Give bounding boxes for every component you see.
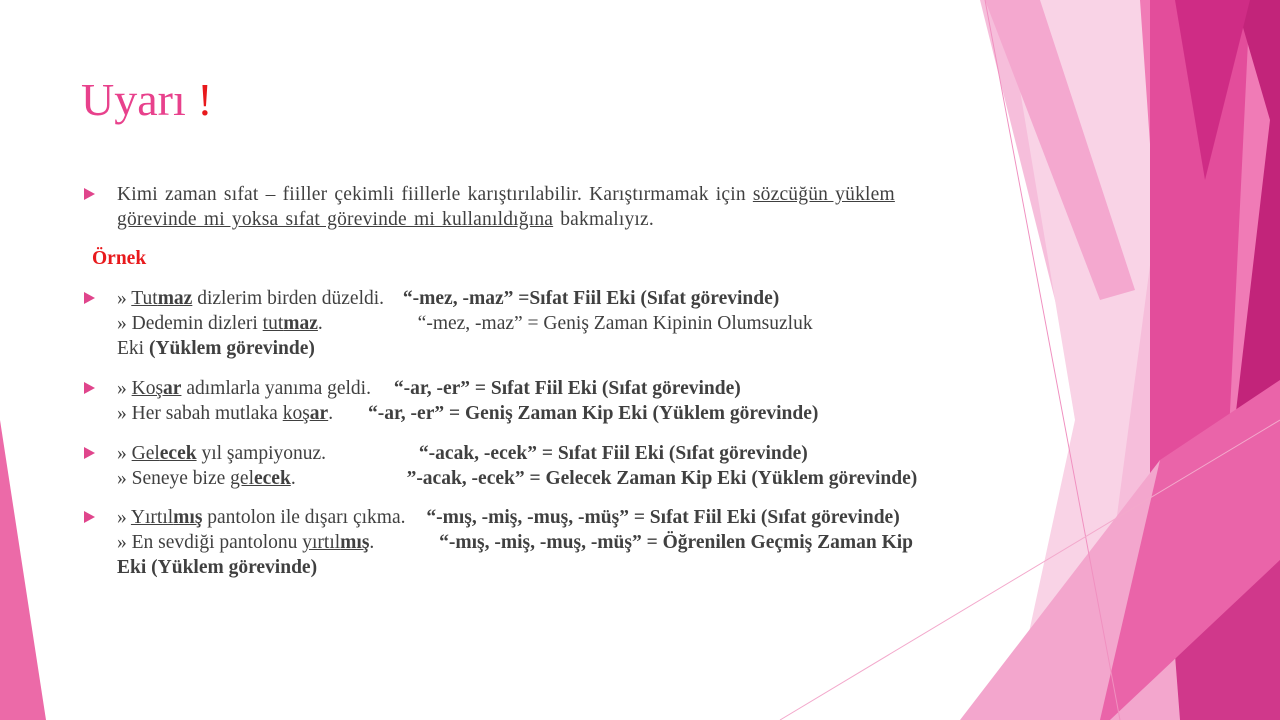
bullet-arrow-icon — [84, 382, 95, 394]
sentence-end: . — [290, 468, 296, 489]
rule-text: “-ar, -er” = Sıfat Fiil Eki (Sıfat görevinde) — [393, 378, 741, 399]
intro-line1-underlined: sözcüğün yüklem — [752, 184, 895, 205]
intro-line1-text: Kimi zaman sıfat – fiiller çekimli fiillerle karıştırılabilir. Karıştırmamak için — [117, 184, 746, 205]
word-stem: yırtıl — [302, 532, 341, 553]
example-4-line-1 — [117, 505, 913, 530]
sentence-end: . — [369, 532, 375, 553]
rule-text: “-mez, -maz” = Geniş Zaman Kipinin Olumsuzluk — [417, 313, 813, 334]
rule-text: “-mış, -miş, -muş, -müş” = Öğrenilen Geçmiş Zaman Kip — [439, 532, 914, 553]
list-marker: » — [117, 443, 127, 464]
rule-continuation: Eki (Yüklem görevinde) — [117, 557, 318, 578]
sentence-start: En sevdiği pantolonu — [131, 532, 298, 553]
title-text: Uyarı — [81, 74, 186, 125]
example-2-line-2 — [117, 401, 818, 426]
sentence-rest: adımlarla yanıma geldi. — [186, 378, 371, 399]
bullet-arrow-icon — [84, 188, 95, 200]
word-suffix: ecek — [159, 443, 197, 464]
sentence-rest: pantolon ile dışarı çıkma. — [207, 507, 406, 528]
rule-text: “-ar, -er” = Geniş Zaman Kip Eki (Yüklem görevinde) — [367, 403, 819, 424]
sentence-rest: dizlerim birden düzeldi. — [197, 288, 385, 309]
example-1-line-1 — [117, 286, 813, 311]
word-stem: Koş — [131, 378, 164, 399]
example-4-line-2 — [117, 530, 913, 555]
example-1-line-2 — [117, 311, 813, 336]
example-4 — [117, 505, 913, 580]
word-suffix: ecek — [254, 468, 291, 489]
word-suffix: ar — [163, 378, 182, 399]
example-3-line-2 — [117, 466, 917, 491]
example-2 — [117, 376, 818, 426]
word-stem: gel — [230, 468, 254, 489]
rule-role: (Yüklem görevinde) — [148, 338, 315, 359]
intro-paragraph — [117, 182, 895, 232]
example-2-line-1 — [117, 376, 818, 401]
word-suffix: maz — [283, 313, 318, 334]
list-marker: » — [117, 403, 127, 424]
word-suffix: ar — [309, 403, 329, 424]
sentence-end: . — [317, 313, 323, 334]
intro-line2-text: bakmalıyız. — [560, 209, 654, 230]
list-marker: » — [117, 313, 127, 334]
intro-line2-underlined: görevinde mi yoksa sıfat görevinde mi kullanıldığına — [117, 209, 554, 230]
example-label: Örnek — [92, 248, 147, 269]
slide-title — [81, 72, 213, 128]
word-stem: tut — [262, 313, 284, 334]
example-1 — [117, 286, 813, 361]
word-suffix: maz — [157, 288, 193, 309]
sentence-start: Her sabah mutlaka — [131, 403, 278, 424]
sentence-end: . — [328, 403, 334, 424]
list-marker: » — [117, 468, 127, 489]
left-edge-shape — [0, 420, 46, 720]
rule-text: “-acak, -ecek” = Sıfat Fiil Eki (Sıfat görevinde) — [418, 443, 808, 464]
rule-text: ”-acak, -ecek” = Gelecek Zaman Kip Eki (Yüklem görevinde) — [406, 468, 918, 489]
bullet-arrow-icon — [84, 447, 95, 459]
example-1-line-3 — [117, 336, 813, 361]
bullet-arrow-icon — [84, 511, 95, 523]
list-marker: » — [117, 378, 127, 399]
rule-text: “-mış, -miş, -muş, -müş” = Sıfat Fiil Eki (Sıfat görevinde) — [426, 507, 900, 528]
word-suffix: mış — [340, 532, 370, 553]
rule-text: “-mez, -maz” =Sıfat Fiil Eki (Sıfat görevinde) — [402, 288, 780, 309]
example-3 — [117, 441, 917, 491]
list-marker: » — [117, 532, 127, 553]
title-exclamation: ! — [197, 74, 213, 125]
example-4-line-3 — [117, 555, 913, 580]
sentence-start: Seneye bize — [131, 468, 226, 489]
rule-continuation: Eki — [117, 338, 145, 359]
word-stem: Gel — [131, 443, 160, 464]
example-3-line-1 — [117, 441, 917, 466]
word-stem: koş — [282, 403, 310, 424]
word-stem: Yırtıl — [130, 507, 174, 528]
bullet-arrow-icon — [84, 292, 95, 304]
list-marker: » — [117, 288, 127, 309]
sentence-rest: yıl şampiyonuz. — [201, 443, 327, 464]
word-suffix: mış — [173, 507, 203, 528]
list-marker: » — [117, 507, 127, 528]
sentence-start: Dedemin dizleri — [131, 313, 258, 334]
word-stem: Tut — [131, 288, 158, 309]
